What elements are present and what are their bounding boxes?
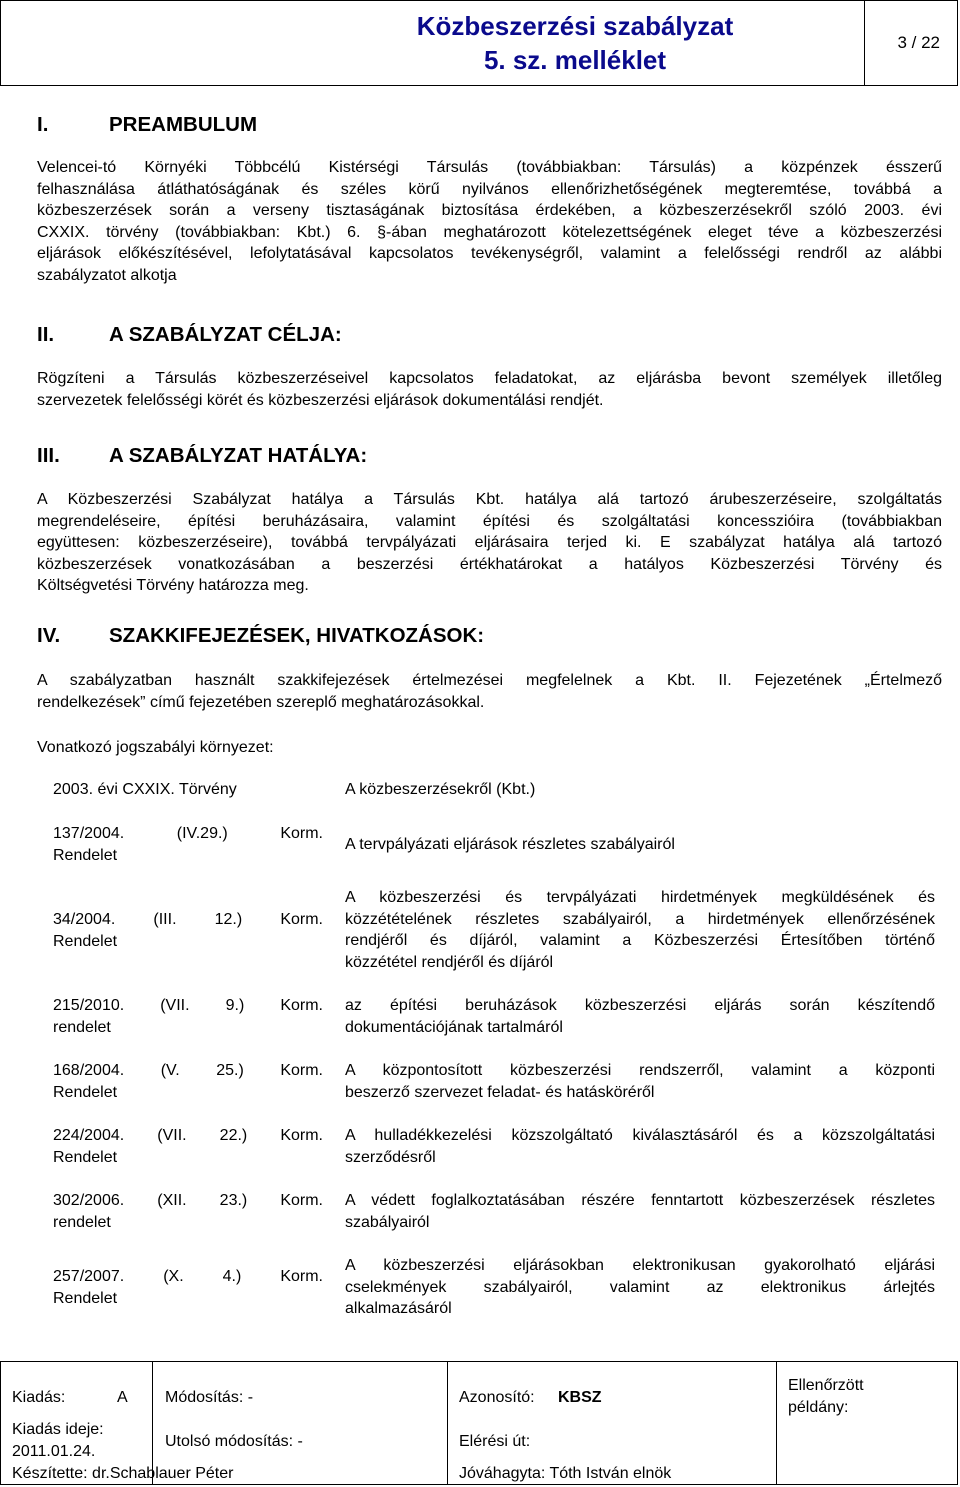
law-ref-line: 168/2004. (V. 25.) Korm.	[53, 1062, 323, 1079]
law-description	[345, 834, 935, 856]
document-title: Közbeszerzési szabályzat	[416, 11, 734, 41]
text-line: együttesen: közbeszerzéseire), továbbá tervpályázati eljárásaira terjed ki. E szabályzat hatálya alá tartozó	[37, 534, 942, 551]
text-line: Rögzíteni a Társulás közbeszerzéseivel kapcsolatos feladatokat, az eljárásba bevont személyek illetőleg	[37, 370, 942, 387]
desc-line: A központosított közbeszerzési rendszerről, valamint a központi	[345, 1062, 935, 1079]
header-divider	[864, 0, 865, 86]
law-ref-line: 137/2004. (IV.29.) Korm.	[53, 825, 323, 842]
desc-line: rendjéről és díjáról, valamint a Közbeszerzési Értesítőben történő	[345, 932, 935, 949]
desc-line: A tervpályázati eljárások részletes szabályairól	[345, 836, 675, 853]
text-line: A Közbeszerzési Szabályzat hatálya a Társulás Kbt. hatálya alá tartozó árubeszerzéseire, szolgáltatás	[37, 491, 942, 508]
text-line: szervezetek felelősségi körét és közbeszerzési eljárások dokumentálási rendjét.	[37, 391, 604, 409]
desc-line: A közbeszerzésekről (Kbt.)	[345, 781, 536, 798]
law-ref-line: rendelet	[53, 1213, 111, 1231]
law-description	[345, 1190, 935, 1233]
issue-label: Kiadás:	[12, 1389, 66, 1406]
desc-line: A közbeszerzési eljárásokban elektronikusan gyakorolható eljárási	[345, 1257, 935, 1274]
law-ref-line: Rendelet	[53, 1083, 118, 1101]
legal-environment-title: Vonatkozó jogszabályi környezet:	[37, 739, 274, 756]
desc-line: alkalmazásáról	[345, 1300, 452, 1317]
desc-line: közzétételének részletes szabályairól, a hirdetmények ellenőrzésének	[345, 910, 935, 928]
controlled-copy-label: példány:	[788, 1399, 849, 1416]
access-path: Elérési út:	[459, 1433, 531, 1450]
footer-divider	[776, 1361, 777, 1485]
law-ref-line: 302/2006. (XII. 23.) Korm.	[53, 1192, 323, 1209]
modification: Módosítás: -	[165, 1389, 254, 1406]
section-2-number: II.	[37, 323, 55, 346]
section-1-title: PREAMBULUM	[109, 113, 258, 136]
law-description	[345, 1255, 935, 1320]
issue-date-value: 2011.01.24.	[12, 1443, 96, 1460]
text-line: A szabályzatban használt szakkifejezések értelmezései megfelelnek a Kbt. II. Fejezetének „Értelmező	[37, 672, 942, 689]
desc-line: közzététel rendjéről és díjáról	[345, 953, 554, 971]
section-4-title: SZAKKIFEJEZÉSEK, HIVATKOZÁSOK:	[109, 624, 485, 647]
desc-line: szabályairól	[345, 1213, 430, 1231]
desc-line: dokumentációjának tartalmáról	[345, 1018, 563, 1036]
desc-line: az építési beruházások közbeszerzési eljárás során készítendő	[345, 997, 935, 1014]
last-modification: Utolsó módosítás: -	[165, 1433, 303, 1450]
approved-by: Jóváhagyta: Tóth István elnök	[459, 1465, 672, 1482]
identifier-value: KBSZ	[558, 1389, 602, 1406]
footer-divider	[447, 1361, 448, 1485]
prepared-by: Készítette: dr.Schablauer Péter	[12, 1465, 234, 1482]
law-ref-line: 34/2004. (III. 12.) Korm.	[53, 911, 323, 928]
text-line: felhasználása átláthatóságának és széles körű nyilvános ellenőrizhetőségének megteremtése, továbbá a	[37, 180, 942, 198]
text-line: eljárások előkészítésével, lefolytatásával kapcsolatos tevékenységről, valamint a felelősségi rendről az alábbi	[37, 245, 942, 262]
law-ref-line: Rendelet	[53, 932, 118, 950]
desc-line: A közbeszerzési és tervpályázati hirdetmények megküldésének és	[345, 889, 935, 906]
desc-line: cselekmények szabályairól, valamint az elektronikus árlejtés	[345, 1278, 935, 1296]
desc-line: A védett foglalkoztatásában részére fenntartott közbeszerzések részletes	[345, 1192, 935, 1209]
law-ref: 2003. évi CXXIX. Törvény	[53, 781, 237, 798]
law-description	[345, 887, 935, 973]
desc-line: beszerző szervezet feladat- és hatásköréről	[345, 1083, 655, 1101]
law-ref	[53, 823, 323, 866]
text-line: közbeszerzések vonatkozásában a beszerzési értékhatárokat a hatályos Közbeszerzési Törvény és	[37, 555, 942, 573]
law-ref-line: Rendelet	[53, 846, 118, 864]
law-ref	[53, 995, 323, 1038]
section-3-title: A SZABÁLYZAT HATÁLYA:	[109, 444, 368, 467]
law-description	[345, 995, 935, 1038]
section-4-body	[37, 670, 942, 713]
issue-value: A	[117, 1389, 128, 1406]
law-description	[345, 1125, 935, 1168]
page-number: 3 / 22	[897, 33, 940, 52]
text-line: közbeszerzések során a verseny tisztaságának biztosítása érdekében, a közbeszerzésekről szóló 2003. évi	[37, 202, 942, 219]
law-ref-line: 257/2007. (X. 4.) Korm.	[53, 1268, 323, 1285]
text-line: rendelkezések” című fejezetében szereplő meghatározásokkal.	[37, 693, 485, 711]
text-line: Költségvetési Törvény határozza meg.	[37, 577, 309, 594]
law-ref-line: 224/2004. (VII. 22.) Korm.	[53, 1127, 323, 1144]
issue-date-label: Kiadás ideje:	[12, 1421, 104, 1438]
text-line: CXXIX. törvény (továbbiakban: Kbt.) 6. §-ában meghatározott kötelezettségének eleget téve a közbeszerzési	[37, 223, 942, 241]
section-3-body	[37, 489, 942, 597]
law-description	[345, 779, 935, 801]
section-1-number: I.	[37, 113, 49, 136]
law-description	[345, 1060, 935, 1103]
section-4-number: IV.	[37, 624, 61, 647]
identifier-label: Azonosító:	[459, 1389, 535, 1406]
law-ref	[53, 1266, 323, 1309]
law-ref-line: Rendelet	[53, 1289, 118, 1307]
document-subtitle: 5. sz. melléklet	[483, 45, 667, 75]
law-ref	[53, 1125, 323, 1168]
desc-line: szerződésről	[345, 1148, 436, 1166]
controlled-copy-label: Ellenőrzött	[788, 1377, 864, 1394]
section-2-title: A SZABÁLYZAT CÉLJA:	[109, 323, 342, 346]
section-3-number: III.	[37, 444, 60, 467]
section-2-body	[37, 368, 942, 411]
law-ref	[53, 1190, 323, 1233]
text-line: szabályzatot alkotja	[37, 266, 177, 284]
desc-line: A hulladékkezelési közszolgáltató kiválasztásáról és a közszolgáltatási	[345, 1127, 935, 1144]
law-ref-line: 215/2010. (VII. 9.) Korm.	[53, 997, 323, 1014]
text-line: megrendeléseire, építési beruházásaira, valamint építési és szolgáltatási koncesszióira (továbbiakban	[37, 512, 942, 530]
section-1-body	[37, 157, 942, 286]
law-ref	[53, 909, 323, 952]
text-line: Velencei-tó Környéki Többcélú Kistérségi Társulás (továbbiakban: Társulás) a közpénzek ésszerű	[37, 159, 942, 176]
law-ref	[53, 1060, 323, 1103]
law-ref-line: rendelet	[53, 1018, 111, 1036]
law-ref-line: Rendelet	[53, 1148, 118, 1166]
